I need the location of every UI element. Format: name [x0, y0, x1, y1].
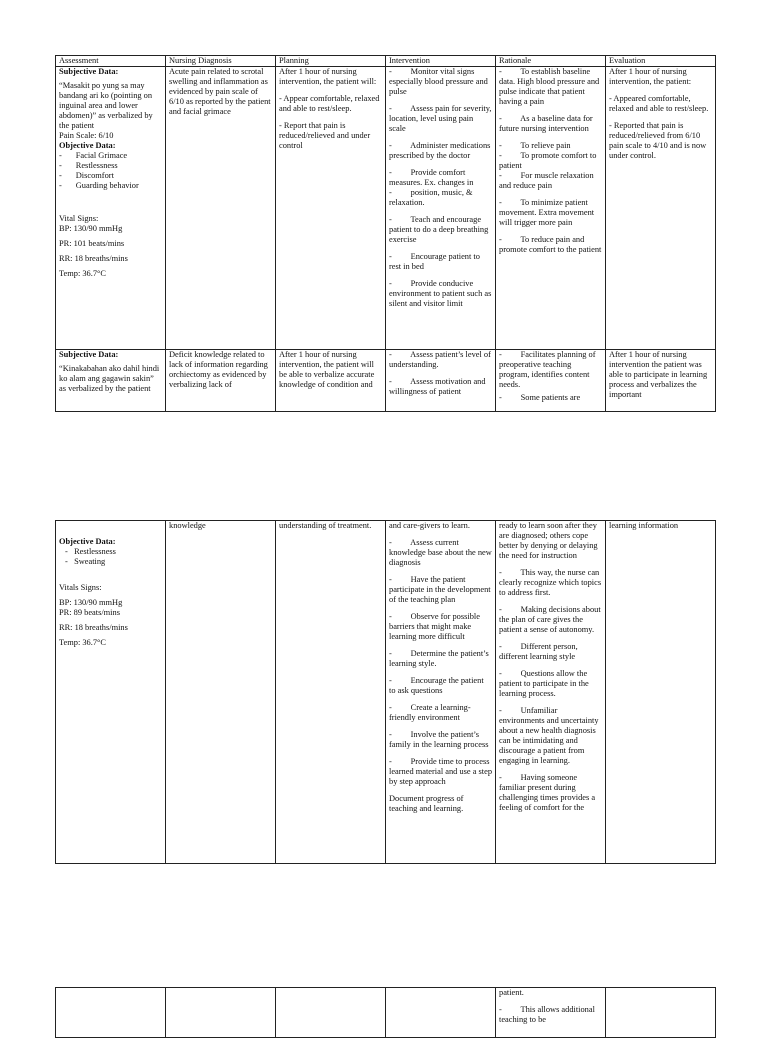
row-deficit-knowledge-continued: [56, 521, 716, 864]
rationale-item: - Unfamiliar environments and uncertainty about a new health diagnosis can be intimidating and discourage a patient from engaging in learning.: [499, 706, 601, 765]
header-intervention: Intervention: [386, 56, 496, 67]
subjective-quote: “Kinakabahan ako dahil hindi ko alam ang gagawin sakin” as verbalized by the patient: [59, 364, 162, 393]
rationale-item: - To relieve pain: [499, 141, 571, 150]
evaluation-text: After 1 hour of nursing intervention the patient was able to participate in learning process and verbalizes the important: [609, 350, 710, 399]
vital-pr: PR: 89 beats/mins: [59, 608, 120, 617]
planning-item: - Report that pain is reduced/relieved and under control: [279, 121, 373, 150]
intervention-item: and care-givers to learn.: [389, 521, 470, 530]
assessment-cell: [56, 350, 166, 412]
subjective-quote: “Masakit po yung sa may bandang ari ko (pointing on inguinal area and lower abdomen)” as verbalized by the patient: [59, 81, 155, 130]
evaluation-cell: [606, 988, 716, 1038]
rationale-item: - Questions allow the patient to participate in the learning process.: [499, 669, 591, 698]
rationale-item: - This way, the nurse can clearly recognize which topics to address first.: [499, 568, 604, 597]
intervention-item: - Teach and encourage patient to do a deep breathing exercise: [389, 215, 491, 244]
header-nursing-diagnosis: Nursing Diagnosis: [166, 56, 276, 67]
intervention-item: - Assess patient’s level of understanding.: [389, 350, 493, 369]
intervention-item: - Assess current knowledge base about the new diagnosis: [389, 538, 494, 567]
intervention-item: - Determine the patient’s learning style.: [389, 649, 491, 668]
vital-pr: PR: 101 beats/mins: [59, 239, 125, 248]
planning-item: - Appear comfortable, relaxed and able to rest/sleep.: [279, 94, 382, 113]
rationale-item: - To promote comfort to patient: [499, 151, 599, 170]
intervention-item: Document progress of teaching and learning.: [389, 794, 466, 813]
rationale-cell: [496, 350, 606, 412]
diagnosis-cell: [166, 67, 276, 350]
rationale-item: - To reduce pain and promote comfort to the patient: [499, 235, 602, 254]
rationale-item: - Having someone familiar present during challenging times provides a feeling of comfort for the: [499, 773, 598, 812]
diagnosis-cell: [166, 988, 276, 1038]
planning-cell: [276, 67, 386, 350]
assessment-cell: [56, 67, 166, 350]
intervention-item: - Encourage patient to rest in bed: [389, 252, 483, 271]
planning-intro: After 1 hour of nursing intervention, the patient will:: [279, 67, 377, 86]
vital-bp: BP: 130/90 mmHg: [59, 224, 123, 233]
rationale-item: ready to learn soon after they are diagnosed; others cope better by denying or delaying the need for instruction: [499, 521, 600, 560]
rationale-item: - To minimize patient movement. Extra movement will trigger more pain: [499, 198, 597, 227]
intervention-item: - Assess motivation and willingness of patient: [389, 377, 488, 396]
intervention-cell: [386, 350, 496, 412]
objective-item: - Facial Grimace: [59, 151, 128, 160]
diagnosis-text: Acute pain related to scrotal swelling and inflammation as evidenced by pain scale of 6/10 as reported by the patient and facial grimace: [169, 67, 273, 116]
evaluation-cell: [606, 67, 716, 350]
header-row: [56, 56, 716, 67]
evaluation-cell: [606, 521, 716, 864]
planning-cell: [276, 350, 386, 412]
evaluation-item: - Reported that pain is reduced/relieved from 6/10 pain scale to 4/10 and is now under control.: [609, 121, 709, 160]
rationale-item: - As a baseline data for future nursing intervention: [499, 114, 595, 133]
planning-text: understanding of treatment.: [279, 521, 372, 530]
rationale-cell: [496, 521, 606, 864]
intervention-cell: [386, 988, 496, 1038]
intervention-item: - Provide comfort measures. Ex. changes in: [389, 168, 474, 187]
planning-cell: [276, 521, 386, 864]
objective-item: - Restlessness: [65, 547, 116, 556]
evaluation-text: learning information: [609, 521, 679, 530]
intervention-item: - Encourage the patient to ask questions: [389, 676, 486, 695]
objective-item: - Guarding behavior: [59, 181, 139, 190]
care-plan-table-page2: [55, 520, 716, 864]
care-plan-table-page3: [55, 987, 716, 1038]
row-deficit-knowledge-continued-2: [56, 988, 716, 1038]
planning-cell: [276, 988, 386, 1038]
planning-text: After 1 hour of nursing intervention, the patient will be able to verbalize accurate knowledge of condition and: [279, 350, 377, 389]
pain-scale: Pain Scale: 6/10: [59, 131, 114, 140]
intervention-item: - Provide conducive environment to patient such as silent and visitor limit: [389, 279, 494, 308]
subjective-label: Subjective Data:: [59, 67, 119, 76]
intervention-item: - Have the patient participate in the development of the teaching plan: [389, 575, 493, 604]
rationale-cell: [496, 988, 606, 1038]
objective-label: Objective Data:: [59, 537, 116, 546]
subjective-label: Subjective Data:: [59, 350, 119, 359]
assessment-cell: [56, 988, 166, 1038]
objective-item: - Restlessness: [59, 161, 118, 170]
rationale-item: - This allows additional teaching to be: [499, 1005, 598, 1024]
vital-temp: Temp: 36.7°C: [59, 638, 106, 647]
diagnosis-text: knowledge: [169, 521, 206, 530]
rationale-item: - For muscle relaxation and reduce pain: [499, 171, 596, 190]
rationale-item: patient.: [499, 988, 524, 997]
evaluation-cell: [606, 350, 716, 412]
diagnosis-cell: [166, 350, 276, 412]
objective-label: Objective Data:: [59, 141, 116, 150]
intervention-item: - Involve the patient’s family in the learning process: [389, 730, 489, 749]
vital-signs-label: Vital Signs:: [59, 214, 99, 223]
intervention-item: - Administer medications prescribed by the doctor: [389, 141, 493, 160]
row-acute-pain: [56, 67, 716, 350]
intervention-item: - Assess pain for severity, location, level using pain scale: [389, 104, 494, 133]
rationale-item: - Some patients are: [499, 393, 581, 402]
intervention-item: - Monitor vital signs especially blood pressure and pulse: [389, 67, 490, 96]
diagnosis-cell: [166, 521, 276, 864]
objective-item: - Discomfort: [59, 171, 114, 180]
vital-bp: BP: 130/90 mmHg: [59, 598, 123, 607]
evaluation-item: - Appeared comfortable, relaxed and able to rest/sleep.: [609, 94, 709, 113]
vital-temp: Temp: 36.7°C: [59, 269, 106, 278]
vital-rr: RR: 18 breaths/mins: [59, 623, 128, 632]
rationale-cell: [496, 67, 606, 350]
intervention-item: - Provide time to process learned material and use a step by step approach: [389, 757, 495, 786]
row-deficit-knowledge: [56, 350, 716, 412]
vital-signs-label: Vitals Signs:: [59, 583, 102, 592]
header-evaluation: Evaluation: [606, 56, 716, 67]
header-assessment: Assessment: [56, 56, 166, 67]
vital-rr: RR: 18 breaths/mins: [59, 254, 128, 263]
rationale-item: - To establish baseline data. High blood pressure and pulse indicate that patient having a pain: [499, 67, 602, 106]
header-rationale: Rationale: [496, 56, 606, 67]
objective-item: - Sweating: [65, 557, 106, 566]
intervention-item: - Observe for possible barriers that might make learning more difficult: [389, 612, 483, 641]
header-planning: Planning: [276, 56, 386, 67]
rationale-item: - Making decisions about the plan of care gives the patient a sense of autonomy.: [499, 605, 603, 634]
evaluation-intro: After 1 hour of nursing intervention, the patient:: [609, 67, 692, 86]
intervention-cell: [386, 67, 496, 350]
assessment-cell: [56, 521, 166, 864]
rationale-item: - Different person, different learning style: [499, 642, 580, 661]
rationale-item: - Facilitates planning of preoperative teaching program, identifies content needs.: [499, 350, 598, 389]
care-plan-table-page1: [55, 55, 716, 412]
intervention-item: - position, music, & relaxation.: [389, 188, 475, 207]
diagnosis-text: Deficit knowledge related to lack of information regarding orchiectomy as evidenced by verbalizing lack of: [169, 350, 270, 389]
intervention-cell: [386, 521, 496, 864]
objective-list: [59, 547, 162, 567]
intervention-item: - Create a learning-friendly environment: [389, 703, 471, 722]
